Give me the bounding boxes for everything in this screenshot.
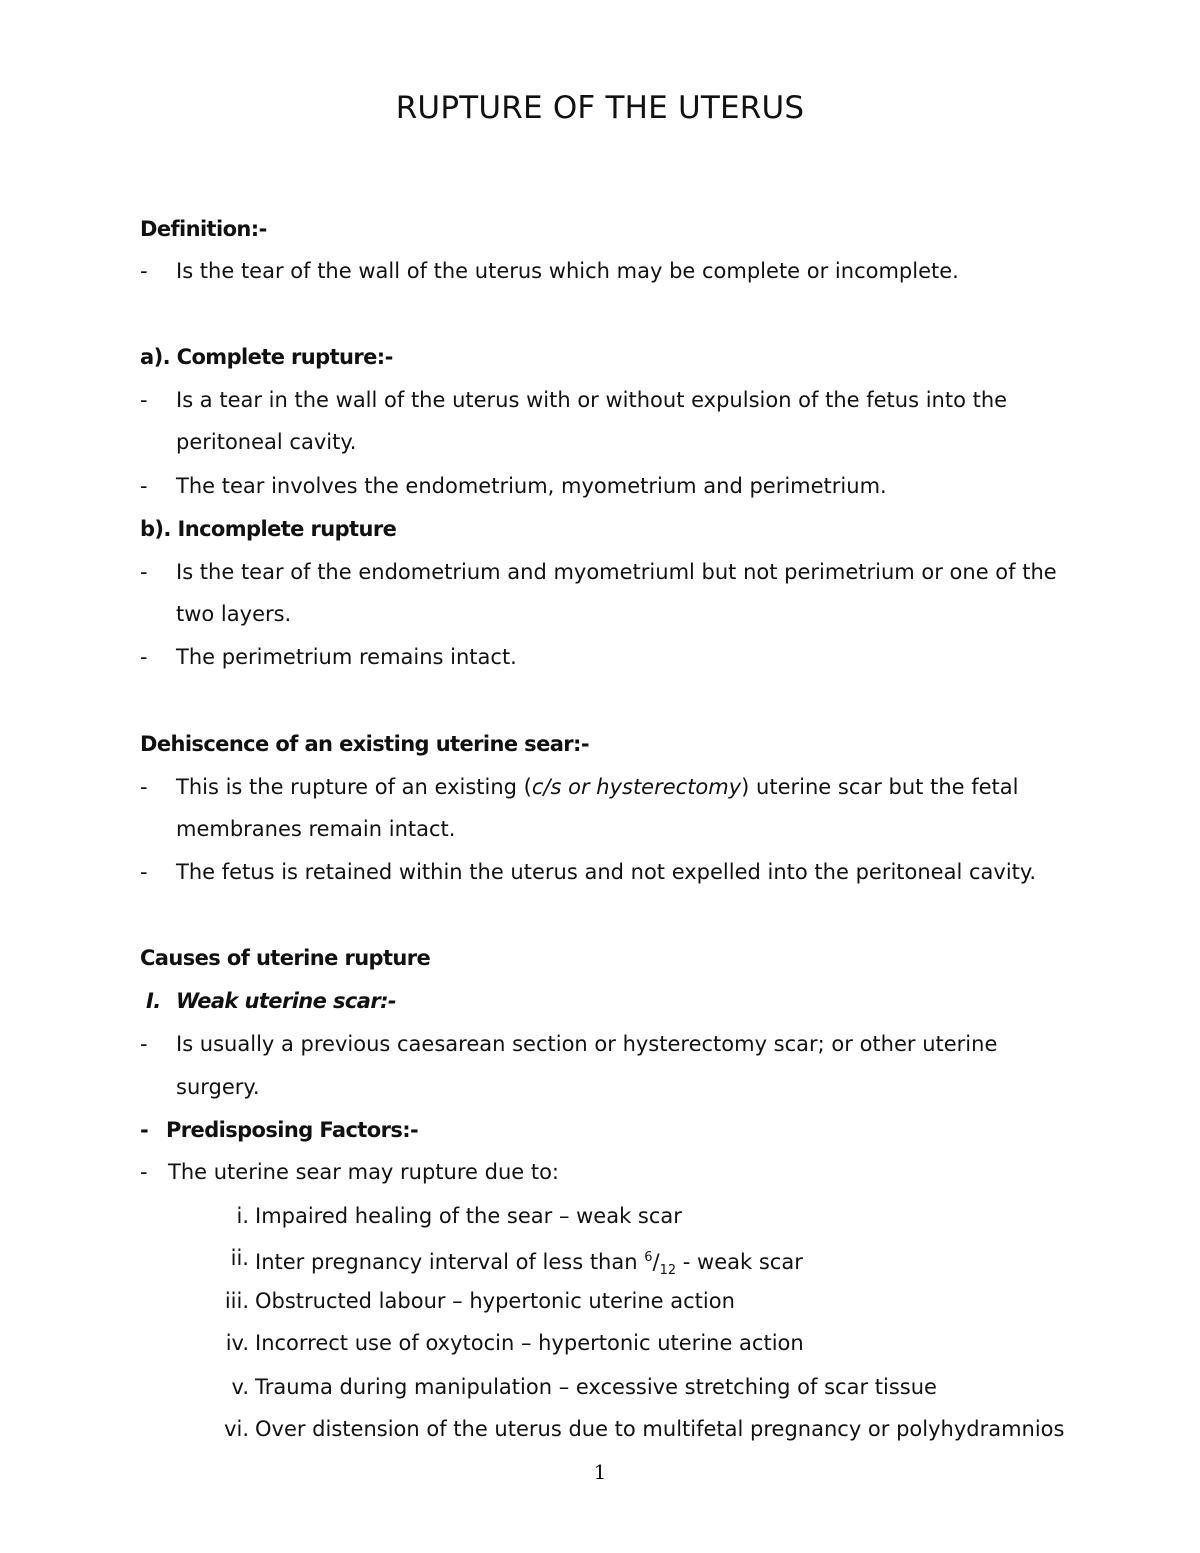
incomplete-rupture-heading: b). Incomplete rupture: [140, 517, 397, 541]
causes-heading: Causes of uterine rupture: [140, 946, 431, 970]
fraction-denominator: 12: [659, 1263, 677, 1279]
complete-bullet-1-line-1: Is a tear in the wall of the uterus with or without expulsion of the fetus into the: [176, 388, 1008, 412]
incomplete-bullet-1-line-1: Is the tear of the endometrium and myometriuml but not perimetrium or one of the: [176, 560, 1057, 584]
bullet-dash: -: [140, 259, 148, 283]
fraction-numerator: 6: [644, 1250, 653, 1265]
factor-number: vi.: [224, 1417, 249, 1441]
bullet-dash: -: [140, 1160, 148, 1184]
complete-rupture-heading: a). Complete rupture:-: [140, 345, 393, 369]
dehiscence-bullet-1-line-1: [176, 772, 1018, 802]
dehiscence-bullet-1-post: ) uterine scar but the fetal: [741, 775, 1019, 799]
factor-text-pre: Inter pregnancy interval of less than: [255, 1250, 645, 1274]
factor-number: iv.: [225, 1331, 249, 1355]
complete-bullet-1-line-2: peritoneal cavity.: [176, 430, 357, 454]
causes-sub-number: I.: [146, 989, 161, 1013]
factor-text-post: - weak scar: [676, 1250, 803, 1274]
factor-text: [255, 1243, 803, 1286]
factor-number: v.: [231, 1375, 249, 1399]
dehiscence-bullet-1-line-2: membranes remain intact.: [176, 817, 456, 841]
definition-heading: Definition:-: [140, 217, 267, 241]
factor-number: ii.: [230, 1246, 249, 1270]
incomplete-bullet-2: The perimetrium remains intact.: [176, 645, 517, 669]
factor-text: Incorrect use of oxytocin – hypertonic uterine action: [255, 1331, 804, 1355]
bullet-dash: -: [140, 1118, 149, 1142]
bullet-dash: -: [140, 775, 148, 799]
page-title: RUPTURE OF THE UTERUS: [395, 90, 805, 126]
causes-bullet-1-line-1: Is usually a previous caesarean section or hysterectomy scar; or other uterine: [176, 1032, 998, 1056]
page-number: 1: [593, 1460, 607, 1484]
bullet-dash: -: [140, 860, 148, 884]
dehiscence-bullet-1-italic: c/s or hysterectomy: [531, 775, 742, 799]
fraction-slash: /: [652, 1250, 660, 1274]
incomplete-bullet-1-line-2: two layers.: [176, 602, 292, 626]
factor-text: Obstructed labour – hypertonic uterine action: [255, 1289, 735, 1313]
causes-bullet-1-line-2: surgery.: [176, 1075, 260, 1099]
bullet-dash: -: [140, 560, 148, 584]
factor-text: Impaired healing of the sear – weak scar: [255, 1204, 682, 1228]
bullet-dash: -: [140, 645, 148, 669]
bullet-dash: -: [140, 474, 148, 498]
factor-text: Trauma during manipulation – excessive stretching of scar tissue: [255, 1375, 937, 1399]
factor-number: iii.: [224, 1289, 249, 1313]
causes-sub-heading: Weak uterine scar:-: [176, 989, 396, 1013]
predisposing-heading: Predisposing Factors:-: [166, 1118, 419, 1142]
factor-number: i.: [236, 1204, 249, 1228]
dehiscence-bullet-2: The fetus is retained within the uterus and not expelled into the peritoneal cavity.: [176, 860, 1036, 884]
bullet-dash: -: [140, 1032, 148, 1056]
predisposing-intro: The uterine sear may rupture due to:: [168, 1160, 560, 1184]
factor-text: Over distension of the uterus due to multifetal pregnancy or polyhydramnios: [255, 1417, 1065, 1441]
dehiscence-bullet-1-pre: This is the rupture of an existing (: [176, 775, 532, 799]
complete-bullet-2: The tear involves the endometrium, myometrium and perimetrium.: [176, 474, 887, 498]
dehiscence-heading: Dehiscence of an existing uterine sear:-: [140, 732, 589, 756]
definition-bullet: Is the tear of the wall of the uterus which may be complete or incomplete.: [176, 259, 959, 283]
bullet-dash: -: [140, 388, 148, 412]
